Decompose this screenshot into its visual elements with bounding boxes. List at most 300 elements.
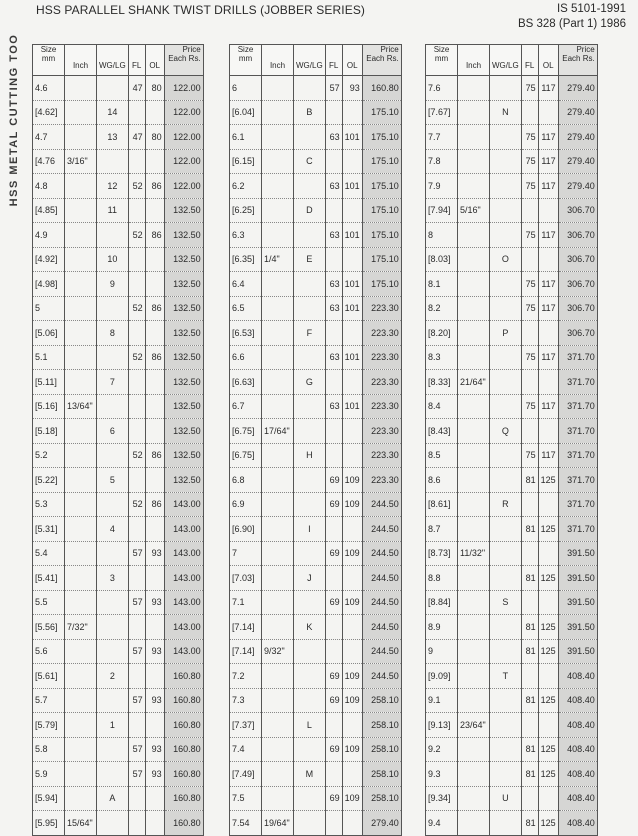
wire-gauge-cell (294, 688, 326, 713)
inch-cell (65, 443, 97, 468)
wire-gauge-cell (490, 149, 522, 174)
flute-length-cell: 63 (325, 296, 342, 321)
wire-gauge-cell: 7 (97, 370, 129, 395)
price-cell: 408.40 (558, 762, 597, 787)
overall-length-cell: 86 (145, 443, 164, 468)
size-cell: [7.37] (230, 713, 262, 738)
wire-gauge-cell (97, 296, 129, 321)
flute-length-cell (128, 786, 145, 811)
inch-cell (458, 492, 490, 517)
size-cell: 7.7 (426, 125, 458, 150)
wire-gauge-cell (97, 762, 129, 787)
size-header (426, 45, 458, 76)
overall-length-cell: 109 (342, 688, 362, 713)
wire-gauge-cell (490, 615, 522, 640)
overall-length-cell (145, 149, 164, 174)
wire-gauge-cell (97, 737, 129, 762)
price-cell: 143.00 (164, 492, 203, 517)
size-cell: 9.1 (426, 688, 458, 713)
overall-length-cell: 86 (145, 296, 164, 321)
table-row (33, 76, 204, 101)
flute-length-cell: 69 (325, 541, 342, 566)
flute-length-cell (325, 639, 342, 664)
size-cell: 4.7 (33, 125, 65, 150)
size-cell: [5.31] (33, 517, 65, 542)
flute-length-cell: 81 (521, 762, 538, 787)
overall-length-cell (342, 811, 362, 836)
wire-gauge-header-line-1: WG/LG (296, 61, 323, 70)
table-row (426, 76, 598, 101)
flute-length-cell: 75 (521, 443, 538, 468)
flute-length-cell (521, 247, 538, 272)
flute-length-header-line-1: FL (132, 61, 142, 70)
overall-length-cell: 80 (145, 125, 164, 150)
overall-length-cell (538, 541, 558, 566)
flute-length-cell (128, 198, 145, 223)
table-row (33, 296, 204, 321)
overall-length-cell: 101 (342, 345, 362, 370)
flute-length-cell: 69 (325, 688, 342, 713)
price-cell: 306.70 (558, 198, 597, 223)
flute-length-cell: 52 (128, 296, 145, 321)
size-header-line-1: Size (433, 45, 450, 54)
inch-cell (262, 590, 294, 615)
inch-cell (65, 272, 97, 297)
size-cell: [4.85] (33, 198, 65, 223)
overall-length-cell: 125 (538, 688, 558, 713)
price-cell: 371.70 (558, 443, 597, 468)
overall-length-cell (342, 639, 362, 664)
table-row (33, 517, 204, 542)
price-header-line-2: Each Rs. (366, 54, 399, 63)
price-cell: 143.00 (164, 590, 203, 615)
size-cell: 8.1 (426, 272, 458, 297)
inch-cell (262, 468, 294, 493)
table-row (230, 737, 402, 762)
price-cell: 122.00 (164, 149, 203, 174)
overall-length-cell: 125 (538, 566, 558, 591)
inch-cell (65, 419, 97, 444)
overall-length-cell: 101 (342, 174, 362, 199)
price-cell: 175.10 (362, 223, 401, 248)
wire-gauge-cell (294, 272, 326, 297)
overall-length-cell: 117 (538, 125, 558, 150)
table-row (33, 223, 204, 248)
inch-cell (458, 149, 490, 174)
inch-cell (65, 468, 97, 493)
flute-length-cell: 75 (521, 345, 538, 370)
size-cell: [8.84] (426, 590, 458, 615)
overall-length-header (342, 45, 362, 76)
inch-cell (65, 345, 97, 370)
flute-length-cell: 57 (128, 762, 145, 787)
overall-length-cell (538, 664, 558, 689)
table-row (33, 811, 204, 836)
flute-length-cell: 57 (128, 688, 145, 713)
price-cell: 408.40 (558, 811, 597, 836)
flute-length-cell (128, 517, 145, 542)
price-cell: 160.80 (362, 76, 401, 101)
size-cell: 8.2 (426, 296, 458, 321)
price-header-line-2: Each Rs. (168, 54, 201, 63)
size-cell: [9.13] (426, 713, 458, 738)
flute-length-cell: 81 (521, 639, 538, 664)
inch-cell (458, 468, 490, 493)
flute-length-cell: 81 (521, 811, 538, 836)
flute-length-cell: 69 (325, 468, 342, 493)
inch-cell (458, 174, 490, 199)
flute-length-cell: 63 (325, 272, 342, 297)
overall-length-cell (538, 100, 558, 125)
price-cell: 143.00 (164, 639, 203, 664)
price-cell: 258.10 (362, 688, 401, 713)
size-cell: 5.7 (33, 688, 65, 713)
wire-gauge-cell (490, 223, 522, 248)
price-cell: 132.50 (164, 321, 203, 346)
inch-cell (458, 272, 490, 297)
flute-length-cell: 81 (521, 517, 538, 542)
inch-cell (458, 517, 490, 542)
overall-length-cell (145, 786, 164, 811)
wire-gauge-cell (490, 272, 522, 297)
inch-cell (458, 811, 490, 836)
price-cell: 244.50 (362, 615, 401, 640)
price-table-middle (229, 44, 402, 836)
inch-cell (458, 296, 490, 321)
flute-length-cell: 75 (521, 394, 538, 419)
size-cell: 8.6 (426, 468, 458, 493)
wire-gauge-cell: A (97, 786, 129, 811)
size-cell: [7.14] (230, 615, 262, 640)
table-row (426, 125, 598, 150)
overall-length-cell (145, 100, 164, 125)
wire-gauge-cell (97, 76, 129, 101)
flute-length-cell (325, 615, 342, 640)
inch-cell: 3/16" (65, 149, 97, 174)
price-header-line-1: Price (182, 45, 201, 54)
flute-length-cell: 57 (128, 590, 145, 615)
size-header-line-2: mm (238, 54, 253, 63)
table-row (426, 664, 598, 689)
overall-length-cell (342, 321, 362, 346)
table-row (33, 468, 204, 493)
standard-bs: BS 328 (Part 1) 1986 (517, 18, 626, 30)
overall-length-cell (145, 272, 164, 297)
overall-length-cell (342, 615, 362, 640)
overall-length-cell: 101 (342, 296, 362, 321)
table-row (230, 541, 402, 566)
wire-gauge-cell (490, 737, 522, 762)
price-cell: 160.80 (164, 688, 203, 713)
wire-gauge-cell: 6 (97, 419, 129, 444)
inch-cell: 17/64" (262, 419, 294, 444)
wire-gauge-cell: N (490, 100, 522, 125)
overall-length-cell: 86 (145, 174, 164, 199)
inch-cell (458, 786, 490, 811)
size-cell: 7.5 (230, 786, 262, 811)
inch-cell: 23/64" (458, 713, 490, 738)
inch-cell (262, 198, 294, 223)
wire-gauge-cell: U (490, 786, 522, 811)
table-row (230, 492, 402, 517)
price-cell: 408.40 (558, 688, 597, 713)
table-row (426, 443, 598, 468)
price-cell: 279.40 (558, 100, 597, 125)
size-cell: 7.9 (426, 174, 458, 199)
overall-length-cell (538, 370, 558, 395)
price-cell: 143.00 (164, 517, 203, 542)
price-cell: 160.80 (164, 737, 203, 762)
inch-cell (65, 688, 97, 713)
price-cell: 223.30 (362, 296, 401, 321)
price-cell: 160.80 (164, 713, 203, 738)
size-cell: [5.06] (33, 321, 65, 346)
inch-cell (65, 639, 97, 664)
table-row (426, 566, 598, 591)
overall-length-cell: 117 (538, 394, 558, 419)
wire-gauge-cell (490, 198, 522, 223)
price-cell: 258.10 (362, 713, 401, 738)
table-row (230, 639, 402, 664)
overall-length-cell: 125 (538, 615, 558, 640)
inch-cell (65, 296, 97, 321)
inch-cell (262, 786, 294, 811)
overall-length-cell: 101 (342, 394, 362, 419)
price-cell: 160.80 (164, 786, 203, 811)
price-cell: 306.70 (558, 247, 597, 272)
overall-length-cell: 86 (145, 492, 164, 517)
header-row (426, 45, 598, 76)
table-row (426, 517, 598, 542)
table-row (230, 590, 402, 615)
price-cell: 132.50 (164, 345, 203, 370)
wire-gauge-cell: R (490, 492, 522, 517)
table-row (426, 639, 598, 664)
price-cell: 175.10 (362, 100, 401, 125)
table-row (33, 419, 204, 444)
wire-gauge-cell (490, 370, 522, 395)
inch-cell (458, 76, 490, 101)
size-cell: [7.14] (230, 639, 262, 664)
price-cell: 408.40 (558, 664, 597, 689)
overall-length-cell (538, 419, 558, 444)
price-cell: 391.50 (558, 615, 597, 640)
price-cell: 371.70 (558, 468, 597, 493)
inch-cell: 1/4" (262, 247, 294, 272)
size-cell: [5.16] (33, 394, 65, 419)
overall-length-cell (342, 419, 362, 444)
flute-length-cell (128, 615, 145, 640)
table-row (230, 664, 402, 689)
flute-length-cell: 57 (128, 737, 145, 762)
wire-gauge-cell (294, 125, 326, 150)
table-row (230, 247, 402, 272)
size-cell: [5.41] (33, 566, 65, 591)
wire-gauge-cell (97, 345, 129, 370)
size-cell: [5.95] (33, 811, 65, 836)
overall-length-cell (342, 247, 362, 272)
flute-length-cell (128, 713, 145, 738)
size-cell: [4.62] (33, 100, 65, 125)
overall-length-cell (538, 590, 558, 615)
size-cell: [5.11] (33, 370, 65, 395)
overall-length-cell: 125 (538, 639, 558, 664)
size-cell: [5.22] (33, 468, 65, 493)
inch-cell (65, 566, 97, 591)
overall-length-cell: 101 (342, 125, 362, 150)
price-cell: 223.30 (362, 345, 401, 370)
wire-gauge-cell (294, 737, 326, 762)
table-row (33, 639, 204, 664)
size-cell: 5.8 (33, 737, 65, 762)
size-cell: 8.5 (426, 443, 458, 468)
price-cell: 306.70 (558, 321, 597, 346)
table-row (230, 394, 402, 419)
wire-gauge-cell (97, 223, 129, 248)
wire-gauge-cell (97, 149, 129, 174)
wire-gauge-cell (294, 345, 326, 370)
inch-cell (262, 737, 294, 762)
overall-length-cell (538, 321, 558, 346)
price-cell: 244.50 (362, 541, 401, 566)
table-row (33, 688, 204, 713)
inch-cell (65, 664, 97, 689)
inch-cell (65, 100, 97, 125)
price-cell: 279.40 (558, 125, 597, 150)
table-row (426, 394, 598, 419)
table-row (33, 394, 204, 419)
inch-cell (458, 443, 490, 468)
size-header (33, 45, 65, 76)
flute-length-header-line-1: FL (525, 61, 535, 70)
price-cell: 175.10 (362, 198, 401, 223)
table-row (33, 541, 204, 566)
flute-length-cell: 69 (325, 590, 342, 615)
overall-length-cell (342, 517, 362, 542)
wire-gauge-cell: H (294, 443, 326, 468)
overall-length-cell (145, 811, 164, 836)
standard-is: IS 5101-1991 (556, 3, 626, 15)
wire-gauge-cell: B (294, 100, 326, 125)
overall-length-cell (145, 394, 164, 419)
size-cell: 4.6 (33, 76, 65, 101)
price-cell: 223.30 (362, 321, 401, 346)
price-cell: 132.50 (164, 272, 203, 297)
size-header-line-1: Size (40, 45, 57, 54)
inch-cell (262, 296, 294, 321)
overall-length-cell: 117 (538, 443, 558, 468)
flute-length-cell (325, 149, 342, 174)
flute-length-cell: 81 (521, 737, 538, 762)
table-row (33, 664, 204, 689)
table-row (33, 198, 204, 223)
table-row (230, 811, 402, 836)
wire-gauge-cell: 14 (97, 100, 129, 125)
wire-gauge-cell (490, 639, 522, 664)
flute-length-cell (128, 419, 145, 444)
size-cell: 8.4 (426, 394, 458, 419)
wire-gauge-cell: I (294, 517, 326, 542)
table-row (426, 223, 598, 248)
size-header-line-2: mm (434, 54, 449, 63)
inch-cell: 19/64" (262, 811, 294, 836)
flute-length-cell (325, 762, 342, 787)
size-cell: [8.43] (426, 419, 458, 444)
inch-cell (65, 762, 97, 787)
size-cell: 6 (230, 76, 262, 101)
price-cell: 391.50 (558, 639, 597, 664)
overall-length-cell: 93 (145, 639, 164, 664)
price-cell: 223.30 (362, 419, 401, 444)
wire-gauge-cell (294, 541, 326, 566)
inch-cell (458, 615, 490, 640)
overall-length-cell: 93 (145, 590, 164, 615)
wire-gauge-cell (97, 811, 129, 836)
wire-gauge-cell: 3 (97, 566, 129, 591)
overall-length-cell: 86 (145, 223, 164, 248)
flute-length-cell (325, 713, 342, 738)
overall-length-cell (538, 198, 558, 223)
price-cell: 391.50 (558, 541, 597, 566)
wire-gauge-cell (294, 174, 326, 199)
inch-cell (65, 517, 97, 542)
flute-length-cell: 47 (128, 125, 145, 150)
flute-length-cell: 63 (325, 345, 342, 370)
overall-length-cell (145, 566, 164, 591)
wire-gauge-cell (294, 639, 326, 664)
size-cell: [9.34] (426, 786, 458, 811)
price-cell: 132.50 (164, 198, 203, 223)
overall-length-cell (538, 786, 558, 811)
wire-gauge-cell (294, 664, 326, 689)
table-row (230, 76, 402, 101)
price-cell: 371.70 (558, 419, 597, 444)
overall-length-cell: 117 (538, 76, 558, 101)
size-cell: [6.04] (230, 100, 262, 125)
table-row (230, 688, 402, 713)
table-row (426, 737, 598, 762)
flute-length-cell: 69 (325, 492, 342, 517)
inch-cell (262, 492, 294, 517)
wire-gauge-cell (490, 125, 522, 150)
price-cell: 408.40 (558, 713, 597, 738)
size-header-line-1: Size (237, 45, 254, 54)
size-cell: 7.54 (230, 811, 262, 836)
overall-length-cell (145, 517, 164, 542)
flute-length-cell (128, 811, 145, 836)
wire-gauge-cell: J (294, 566, 326, 591)
overall-length-cell: 125 (538, 811, 558, 836)
size-cell: [6.75] (230, 443, 262, 468)
inch-cell (458, 590, 490, 615)
wire-gauge-cell (294, 786, 326, 811)
size-cell: 7.8 (426, 149, 458, 174)
wire-gauge-cell: E (294, 247, 326, 272)
price-header (558, 45, 597, 76)
wire-gauge-cell (490, 566, 522, 591)
flute-length-cell: 63 (325, 394, 342, 419)
flute-length-cell (521, 713, 538, 738)
table-row (33, 149, 204, 174)
flute-length-cell (521, 321, 538, 346)
table-row (33, 345, 204, 370)
inch-cell (65, 76, 97, 101)
table-row (426, 345, 598, 370)
inch-cell (458, 345, 490, 370)
size-cell: [7.67] (426, 100, 458, 125)
overall-length-cell: 117 (538, 174, 558, 199)
inch-cell (458, 737, 490, 762)
